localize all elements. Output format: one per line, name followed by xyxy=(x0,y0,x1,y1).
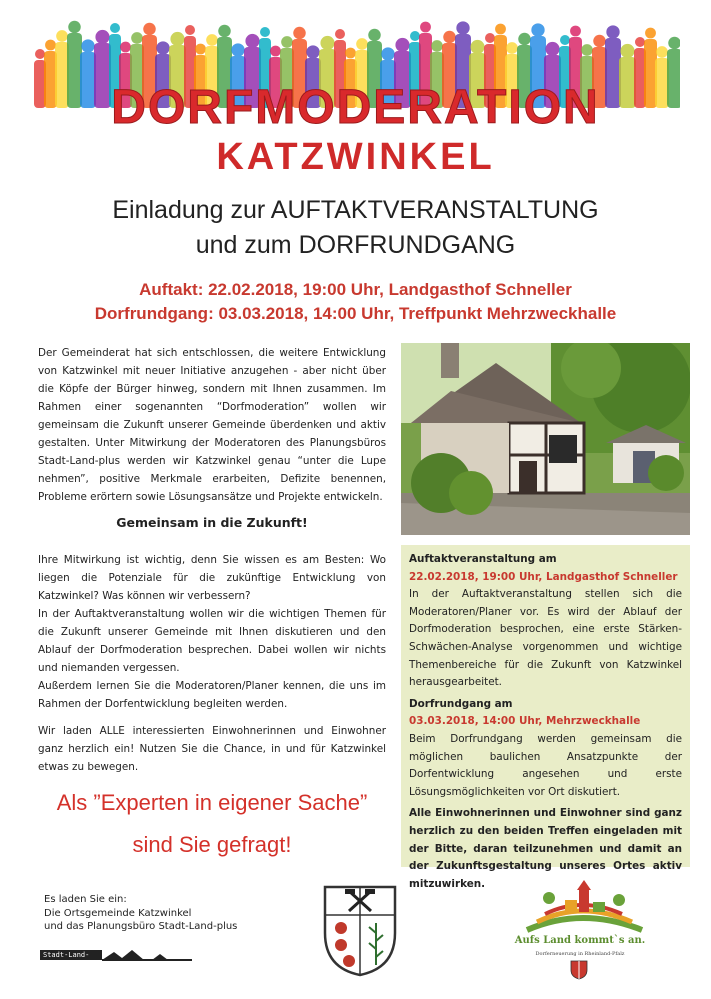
auftakt-date-line: Auftakt: 22.02.2018, 19:00 Uhr, Landgasthof Schneller xyxy=(139,280,572,299)
event-info-box xyxy=(401,545,690,890)
stadt-land-plus-logo xyxy=(40,948,190,969)
rundgang-box-heading: Dorfrundgang am xyxy=(409,697,513,710)
katzwinkel-coat-of-arms-icon xyxy=(321,883,399,978)
auftakt-box-heading: Auftaktveranstaltung am xyxy=(409,553,557,565)
invitation-footer xyxy=(44,893,237,934)
section-heading: Gemeinsam in die Zukunft! xyxy=(116,515,308,530)
rheinland-pfalz-crest-icon xyxy=(570,960,588,980)
closing-invitation-text: Alle Einwohnerinnen und Einwohner sind ganz herzlich zu den beiden Treffen eingeladen mit der Bitte, daran teilzunehmen und damit an der Zukunftsgestaltung unseres Ortes aktiv mitzuwirken. xyxy=(409,807,682,890)
rundgang-box-text: Beim Dorfrundgang werden gemeinsam die möglichen baulichen Ansatzpunkte der Dorfentwicklung angesehen und erste Lösungsmöglichkeiten vor Ort diskutiert. xyxy=(409,732,682,798)
participation-paragraph xyxy=(38,551,386,713)
experts-line-2: sind Sie gefragt! xyxy=(132,832,292,857)
footer-line-2: Die Ortsgemeinde Katzwinkel xyxy=(44,907,192,919)
intro-paragraph: Der Gemeinderat hat sich entschlossen, die weitere Entwicklung von Katzwinkel mit neuer Initiative anzugehen - aber nicht über die Köpfe der Bürger hinweg, sondern mit Ihnen zusammen. Im Rahmen einer sogenannten “Dorfmoderation” wollen wir gemeinsam die Zukunft unserer Gemeinde überdenken und aktiv gestalten. Unter Mitwirkung der Moderatoren des Planungsbüros Stadt-Land-plus werden wir Katzwinkel genau “unter die Lupe nehmen”, positive Merkmale erarbeiten, Defizite benennen, Probleme erörtern sowie Lösungsansätze und Projekte entwickeln. xyxy=(38,347,386,503)
subtitle-einladung: Einladung zur AUFTAKTVERANSTALTUNG xyxy=(112,196,599,224)
participation-text-b: In der Auftaktveranstaltung wollen wir die wichtigen Themen für die Zukunft unserer Gemeinde mit Ihnen diskutieren und den Ablauf der Dorfmoderation besprechen. Dabei wollen wir nichts und niemanden vergessen. xyxy=(38,608,386,674)
footer-line-1: Es laden Sie ein: xyxy=(44,894,127,905)
dorfrundgang-date-line: Dorfrundgang: 03.03.2018, 14:00 Uhr, Treffpunkt Mehrzweckhalle xyxy=(94,304,617,323)
rundgang-box-date: 03.03.2018, 14:00 Uhr, Mehrzweckhalle xyxy=(409,715,641,728)
village-house-photo xyxy=(401,343,690,535)
auftakt-box-date: 22.02.2018, 19:00 Uhr, Landgasthof Schneller xyxy=(409,570,678,583)
aufs-land-kommts-an-logo xyxy=(507,878,657,973)
stadt-land-plus-label: Stadt-Land-plus xyxy=(40,950,102,960)
participation-text-c: Außerdem lernen Sie die Moderatoren/Planer kennen, die uns im Rahmen der Dorfentwicklung begleiten werden. xyxy=(38,680,386,710)
title-katzwinkel: KATZWINKEL xyxy=(216,136,495,178)
experts-line-1: Als ”Experten in eigener Sache” xyxy=(56,790,368,815)
auftakt-box-text: In der Auftaktveranstaltung stellen sich die Moderatoren/Planer vor. Es wird der Ablauf der Dorfmoderation besprochen, eine erste Stärken-Schwächen-Analyse vorgenommen und wichtige Themenbereiche für die Zukunft von Katzwinkel herausgearbeitet. xyxy=(409,588,682,689)
invitation-paragraph: Wir laden ALLE interessierten Einwohnerinnen und Einwohner ganz herzlich ein! Nutzen Sie die Chance, in und für Katzwinkel etwas zu bewegen. xyxy=(38,725,386,773)
subtitle-dorfrundgang: und zum DORFRUNDGANG xyxy=(195,231,516,259)
title-dorfmoderation: DORFMODERATION xyxy=(111,81,600,134)
dorferneuerung-label: Dorferneuerung in Rheinland-Pfalz xyxy=(535,951,625,957)
participation-text-a: Ihre Mitwirkung ist wichtig, denn Sie wissen es am Besten: Wo liegen die Potenziale für die zukünftige Entwicklung von Katzwinkel? Was können wir verbessern? xyxy=(38,554,386,602)
footer-line-3: und das Planungsbüro Stadt-Land-plus xyxy=(44,921,238,932)
aufs-land-slogan: Aufs Land kommt`s an. xyxy=(514,935,646,946)
